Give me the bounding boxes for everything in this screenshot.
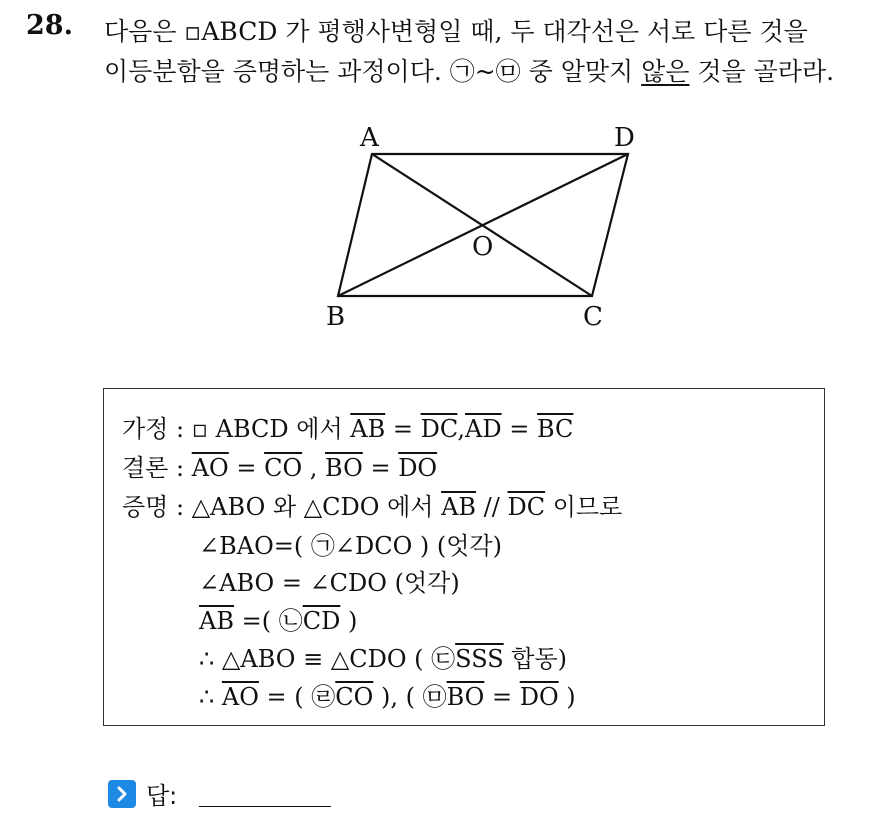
diagonal-bd <box>338 154 628 296</box>
vertex-label-a: A <box>360 123 379 153</box>
therefore-symbol: ∴ <box>199 683 222 711</box>
segment-ab: $\overline{AB}$ <box>199 607 234 635</box>
vertex-label-c: C <box>583 302 603 332</box>
comma: , <box>457 415 465 443</box>
equals-sign: = <box>362 454 399 482</box>
question-line-2 <box>104 52 834 88</box>
equals-sign: = <box>501 415 537 443</box>
sss-text: $\overline{SSS}$ <box>455 645 504 673</box>
equals-sign: = <box>385 415 421 443</box>
segment-bo: $\overline{BO}$ <box>446 683 485 711</box>
conclusion-line <box>122 448 437 483</box>
assumption-line <box>122 409 573 444</box>
step-4-text: ∴ △ABO ≡ △CDO ( ㉢ <box>199 645 456 673</box>
segment-dc: $\overline{DC}$ <box>507 493 546 521</box>
proof-intro-text: △ABO 와 △CDO 에서 <box>191 493 442 521</box>
proof-label: 증명 : <box>122 493 192 521</box>
proof-step-4 <box>199 639 567 674</box>
segment-co: $\overline{CO}$ <box>335 683 374 711</box>
segment-ad: $\overline{AD}$ <box>465 415 502 443</box>
conclusion-label: 결론 : <box>122 454 192 482</box>
proof-step-2: ∠ABO = ∠CDO (엇각) <box>199 569 460 597</box>
proof-step-5 <box>199 677 576 712</box>
underlined-word: 않은 <box>641 57 690 86</box>
parallel-symbol: // <box>476 493 508 521</box>
arrow-right-icon <box>108 780 136 808</box>
segment-ao: $\overline{AO}$ <box>191 454 229 482</box>
question-number: 28. <box>26 10 73 41</box>
proof-step-1: ∠BAO=( ㉠∠DCO ) (엇각) <box>199 532 502 560</box>
step-3-end: ) <box>340 607 358 635</box>
equals-sign: = <box>484 683 520 711</box>
proof-intro-line <box>122 487 622 522</box>
answer-row <box>108 776 331 811</box>
step-3-text: =( ㉡ <box>233 607 303 635</box>
assumption-label: 가정 : <box>122 415 192 443</box>
parallelogram-figure <box>300 118 680 338</box>
segment-ao: $\overline{AO}$ <box>221 683 259 711</box>
proof-step-3 <box>199 601 357 636</box>
answer-blank[interactable] <box>199 780 331 807</box>
question-line-2-text: 이등분함을 증명하는 과정이다. ㉠~㉤ 중 알맞지 <box>104 57 642 86</box>
equals-sign: = <box>228 454 265 482</box>
step-5-end: ) <box>558 683 576 711</box>
vertex-label-d: D <box>614 123 635 153</box>
vertex-label-o: O <box>472 232 494 262</box>
comma: , <box>302 454 326 482</box>
assumption-text: ▫ ABCD 에서 <box>191 415 351 443</box>
segment-ab: $\overline{AB}$ <box>441 493 477 521</box>
segment-do: $\overline{DO}$ <box>398 454 438 482</box>
segment-bc: $\overline{BC}$ <box>536 415 574 443</box>
answer-label: 답: <box>146 782 178 810</box>
step-5-text-2: ), ( ㉤ <box>373 683 447 711</box>
vertex-label-b: B <box>326 302 346 332</box>
segment-ab: $\overline{AB}$ <box>350 415 386 443</box>
question-line-2-end: 것을 골라라. <box>689 57 835 86</box>
segment-dc: $\overline{DC}$ <box>420 415 458 443</box>
segment-do: $\overline{DO}$ <box>519 683 559 711</box>
step-4-end: 합동) <box>503 645 568 673</box>
segment-bo: $\overline{BO}$ <box>325 454 363 482</box>
proof-intro-end: 이므로 <box>545 493 623 521</box>
step-5-text: = ( ㉣ <box>258 683 336 711</box>
segment-co: $\overline{CO}$ <box>264 454 303 482</box>
proof-box <box>103 388 825 726</box>
question-line-1: 다음은 ▫ABCD 가 평행사변형일 때, 두 대각선은 서로 다른 것을 <box>104 17 808 46</box>
segment-cd: $\overline{CD}$ <box>302 607 341 635</box>
